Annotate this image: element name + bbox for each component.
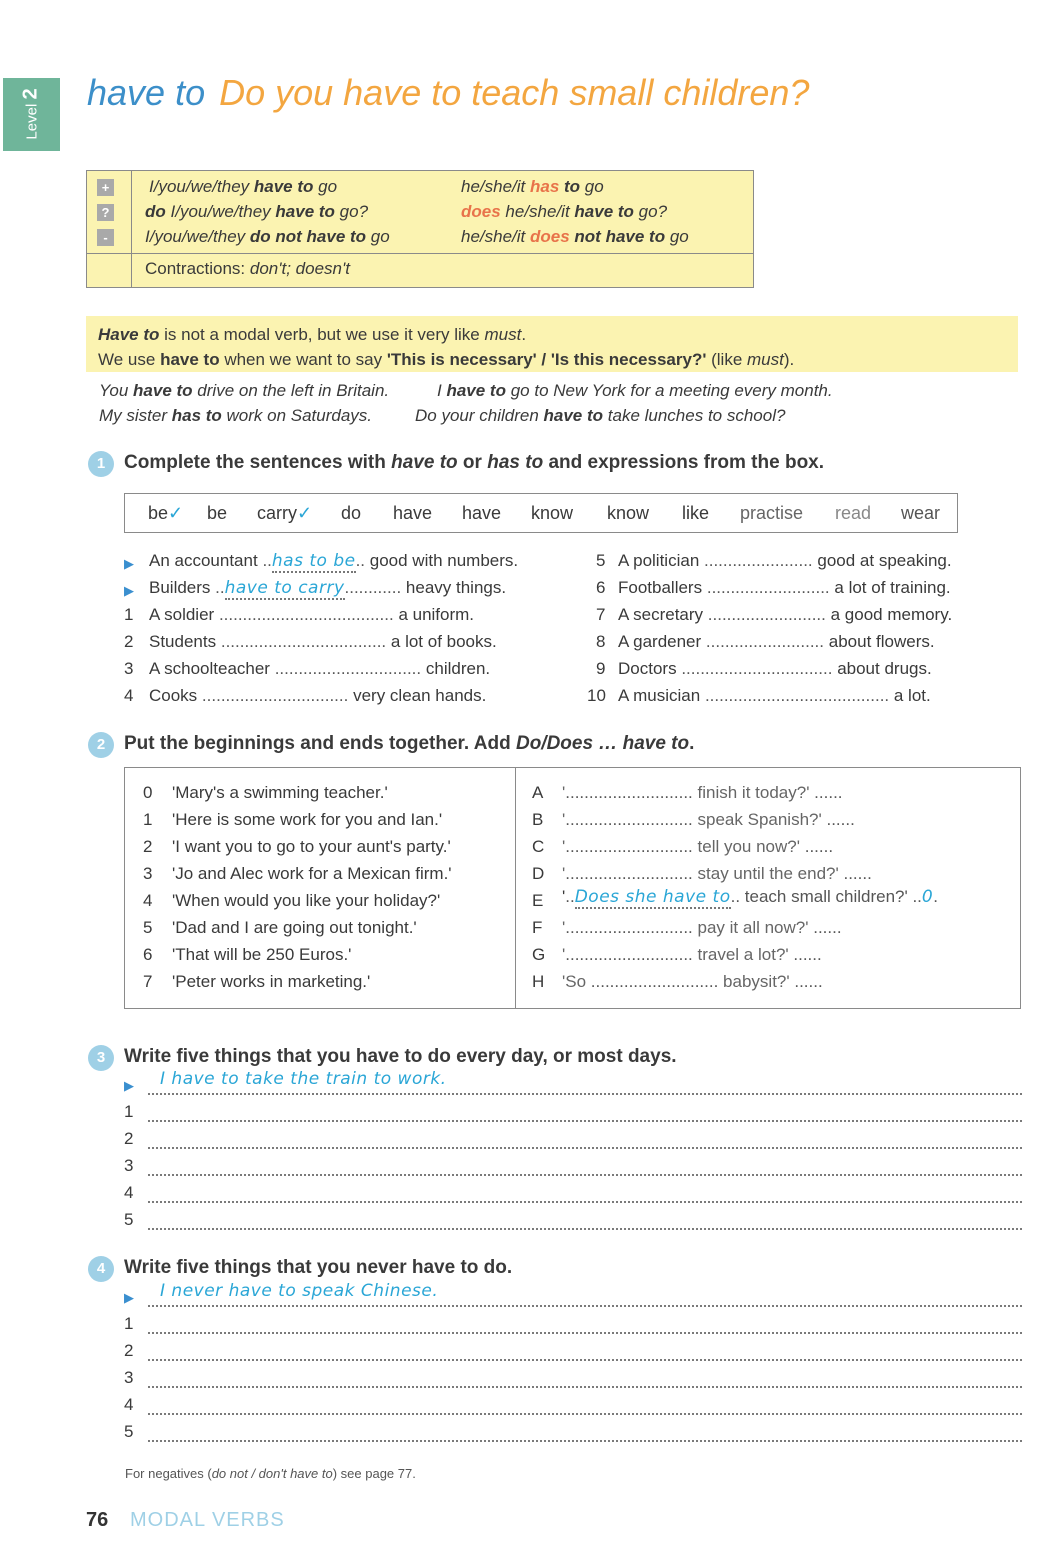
ex1-item: An accountant ..has to be.. good with numbers. [149,551,519,571]
form-question-right: does he/she/it have to go? [461,202,668,221]
exercise-2-title: Put the beginnings and ends together. Add Do/Does … have to. [124,733,695,754]
exercise-4-title: Write five things that you never have to do. [124,1257,513,1278]
exercise-number-3: 3 [88,1045,114,1071]
ex2-right-letter: G [532,945,546,964]
ex3-example-answer: I have to take the train to work. [160,1069,447,1089]
ex1-item-number: 5 [596,551,606,570]
ex1-item-number: 3 [124,659,134,678]
ex2-right-letter: H [532,972,545,991]
minus-icon: - [97,229,114,246]
ex2-right-item: 'So ........................... babysit?' ...... [562,972,823,991]
example-arrow-icon: ▶ [124,1290,134,1305]
ex2-left-number: 4 [143,891,153,910]
answer-line-number: 1 [124,1102,134,1121]
form-table [86,170,754,288]
word-box-item: have [462,503,502,523]
ex2-right-item: '..Does she have to.. teach small children?' ..0. [562,887,938,907]
answer-line-number: 3 [124,1156,134,1175]
word-box-item: be✓ [148,503,184,523]
ex2-left-number: 3 [143,864,153,883]
word-box [124,493,958,533]
ex2-left-item: 'Dad and I are going out tonight.' [172,918,417,937]
question-icon: ? [97,204,114,221]
footnote: For negatives (do not / don't have to) see page 77. [125,1466,416,1481]
ex1-item-number: 9 [596,659,606,678]
contractions-note: Contractions: don't; doesn't [145,259,350,278]
section-name: MODAL VERBS [130,1509,285,1531]
ex2-right-item: '........................... stay until the end?' ...... [562,864,872,883]
ex2-right-item: '........................... pay it all now?' ...... [562,918,842,937]
ex1-item: Footballers .......................... a lot of training. [618,578,951,597]
word-box-item: carry✓ [257,503,313,523]
ex1-item-number: 2 [124,632,134,651]
example-arrow-icon: ▶ [124,583,134,598]
form-negative-left: I/you/we/they do not have to go [145,227,390,246]
word-box-item: like [682,503,710,523]
ex1-item-number: 8 [596,632,606,651]
answer-line-number: 4 [124,1183,134,1202]
ex2-right-letter: A [532,783,544,802]
word-box-item: do [341,503,362,523]
example-sentence: My sister has to work on Saturdays. [99,406,373,425]
word-box-item: know [607,503,650,523]
ex2-left-item: 'That will be 250 Euros.' [172,945,352,964]
word-box-item: read [835,503,872,523]
word-box-item: be [207,503,228,523]
ex2-right-item: '........................... tell you now?' ...... [562,837,834,856]
example-arrow-icon: ▶ [124,1078,134,1093]
answer-line-number: 5 [124,1422,134,1441]
ex1-item-number: 4 [124,686,134,705]
ex1-item: Students ................................... a lot of books. [149,632,497,651]
ex1-item: A schoolteacher ............................... children. [149,659,491,678]
ex1-item: Builders ..have to carry............ heavy things. [149,578,507,598]
word-box-item: practise [740,503,804,523]
form-negative-right: he/she/it does not have to go [461,227,689,246]
ex2-left-item: 'Peter works in marketing.' [172,972,371,991]
ex2-left-number: 0 [143,783,153,802]
example-sentence: Do your children have to take lunches to school? [415,406,786,425]
ex2-left-item: 'Mary's a swimming teacher.' [172,783,388,802]
ex2-left-item: 'Here is some work for you and Ian.' [172,810,443,829]
answer-line-number: 3 [124,1368,134,1387]
ex2-right-item: '........................... travel a lot?' ...... [562,945,822,964]
ex2-right-letter: F [532,918,543,937]
word-box-item: have [393,503,433,523]
ex1-item: A secretary ......................... a good memory. [618,605,953,624]
ex2-right-letter: B [532,810,544,829]
ex2-left-number: 5 [143,918,153,937]
ex1-item: A gardener ......................... about flowers. [618,632,935,651]
ex2-right-item: '........................... speak Spanish?' ...... [562,810,855,829]
plus-icon: + [97,179,114,196]
answer-line-number: 5 [124,1210,134,1229]
ex4-example-answer: I never have to speak Chinese. [160,1281,439,1301]
ex1-item: A musician ....................................... a lot. [618,686,931,705]
ex2-left-item: 'Jo and Alec work for a Mexican firm.' [172,864,452,883]
exercise-1-title: Complete the sentences with have to or has to and expressions from the box. [124,452,825,473]
ex2-left-number: 6 [143,945,153,964]
ex1-item: Cooks ............................... very clean hands. [149,686,487,705]
ex1-item-number: 7 [596,605,606,624]
ex1-item-number: 6 [596,578,606,597]
ex2-left-item: 'When would you like your holiday?' [172,891,441,910]
word-box-item: know [531,503,574,523]
form-positive-left: I/you/we/they have to go [149,177,338,196]
exercise-3-title: Write five things that you have to do every day, or most days. [124,1046,677,1067]
ex1-item-number: 1 [124,605,134,624]
ex1-item: Doctors ................................ about drugs. [618,659,932,678]
form-question-left: do I/you/we/they have to go? [145,202,369,221]
exercise-number-4: 4 [88,1256,114,1282]
ex2-left-number: 1 [143,810,153,829]
exercise-number-2: 2 [88,732,114,758]
ex1-item: A politician ....................... good at speaking. [618,551,952,570]
level-label: Level 2 [19,88,42,140]
answer-line-number: 4 [124,1395,134,1414]
answer-line-number: 2 [124,1341,134,1360]
form-positive-right: he/she/it has to go [461,177,604,196]
answer-line-number: 2 [124,1129,134,1148]
ex1-item: A soldier ..................................... a uniform. [149,605,475,624]
ex2-left-number: 7 [143,972,153,991]
ex2-right-item: '........................... finish it today?' ...... [562,783,843,802]
explanation-line-1: Have to is not a modal verb, but we use it very like must. [98,325,527,344]
answer-line-number: 1 [124,1314,134,1333]
example-sentence: You have to drive on the left in Britain. [99,381,390,400]
ex2-right-letter: C [532,837,545,856]
ex2-right-letter: E [532,891,544,910]
ex2-left-item: 'I want you to go to your aunt's party.' [172,837,451,856]
page-title: have to Do you have to teach small children? [87,72,810,113]
exercise-number-1: 1 [88,451,114,477]
explanation-line-2: We use have to when we want to say 'This is necessary' / 'Is this necessary?' (like must). [98,350,795,369]
ex2-left-number: 2 [143,837,153,856]
ex1-item-number: 10 [587,686,606,705]
example-arrow-icon: ▶ [124,556,134,571]
ex2-right-letter: D [532,864,545,883]
page-number: 76 [86,1509,109,1531]
word-box-item: wear [901,503,941,523]
example-sentence: I have to go to New York for a meeting every month. [437,381,833,400]
